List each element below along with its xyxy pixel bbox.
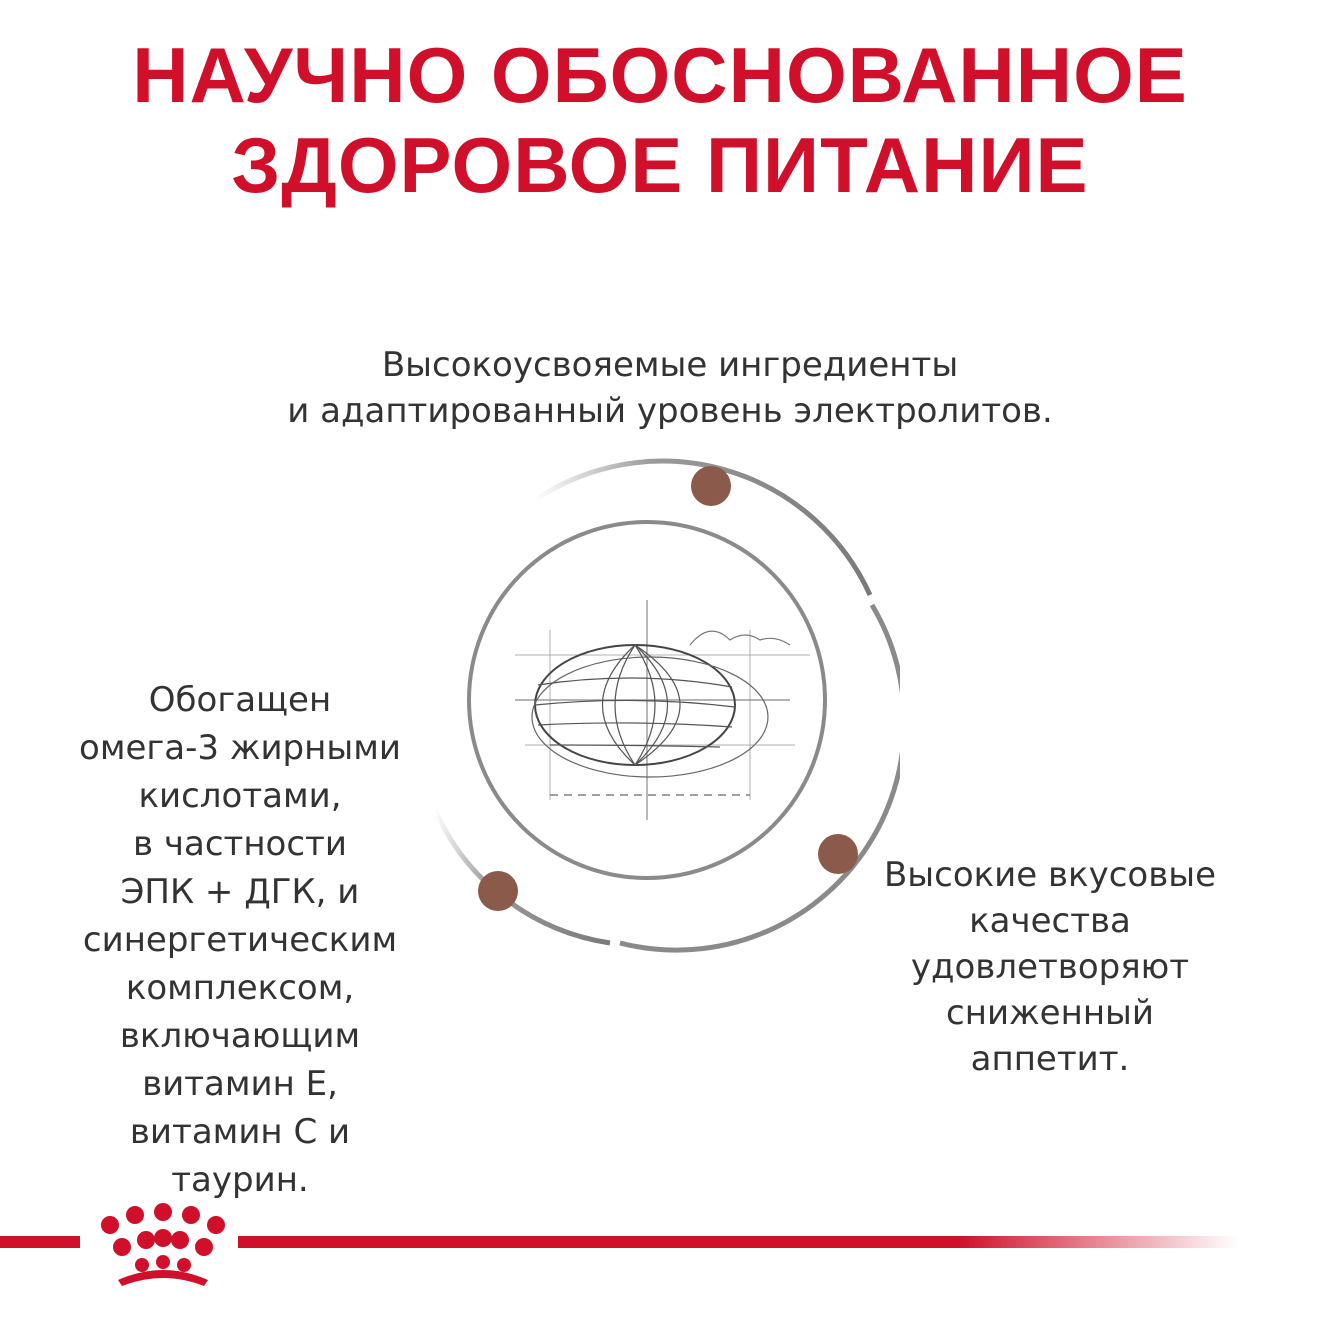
page-title — [0, 30, 1320, 210]
benefit-left-line: комплексом, — [125, 968, 355, 1008]
benefit-left-line: Обогащен — [148, 680, 332, 720]
benefit-left-line: синергетическим — [82, 920, 398, 960]
benefit-digestibility — [240, 342, 1100, 434]
benefit-palatability — [860, 852, 1240, 1082]
benefit-left-line: витамин С и — [129, 1112, 351, 1152]
benefit-right-line: Высокие вкусовые — [883, 855, 1216, 895]
brown-dot-icon — [478, 871, 518, 911]
benefit-right-line: сниженный — [946, 993, 1154, 1033]
benefit-left-line: включающим — [119, 1016, 361, 1056]
brown-dot-icon — [818, 834, 858, 874]
title-line-1: НАУЧНО ОБОСНОВАННОЕ — [132, 31, 1188, 119]
benefit-top-line: и адаптированный уровень электролитов. — [287, 391, 1053, 431]
benefit-left-line: омега-3 жирными — [79, 728, 401, 768]
benefit-left-line: витамин Е, — [142, 1064, 338, 1104]
benefit-left-line: в частности — [133, 824, 347, 864]
footer-brand-bar — [0, 1190, 1320, 1300]
benefit-left-line: таурин. — [171, 1160, 309, 1200]
footer-line-right — [238, 1236, 1238, 1248]
kibble-sketch-icon — [515, 600, 810, 820]
footer-line-left — [0, 1236, 80, 1248]
crown-logo-icon — [101, 1203, 225, 1286]
benefit-right-line: аппетит. — [970, 1039, 1130, 1079]
title-line-2: ЗДОРОВОЕ ПИТАНИЕ — [231, 121, 1089, 209]
benefit-left-line: кислотами, — [138, 776, 342, 816]
kibble-diagram — [420, 455, 900, 965]
benefit-left-line: ЭПК + ДГК, и — [120, 872, 360, 912]
benefit-top-line: Высокоусвояемые ингредиенты — [381, 345, 959, 385]
brown-dot-icon — [691, 466, 731, 506]
benefit-omega3 — [40, 676, 440, 1204]
benefit-right-line: удовлетворяют — [910, 947, 1190, 987]
benefit-right-line: качества — [969, 901, 1131, 941]
